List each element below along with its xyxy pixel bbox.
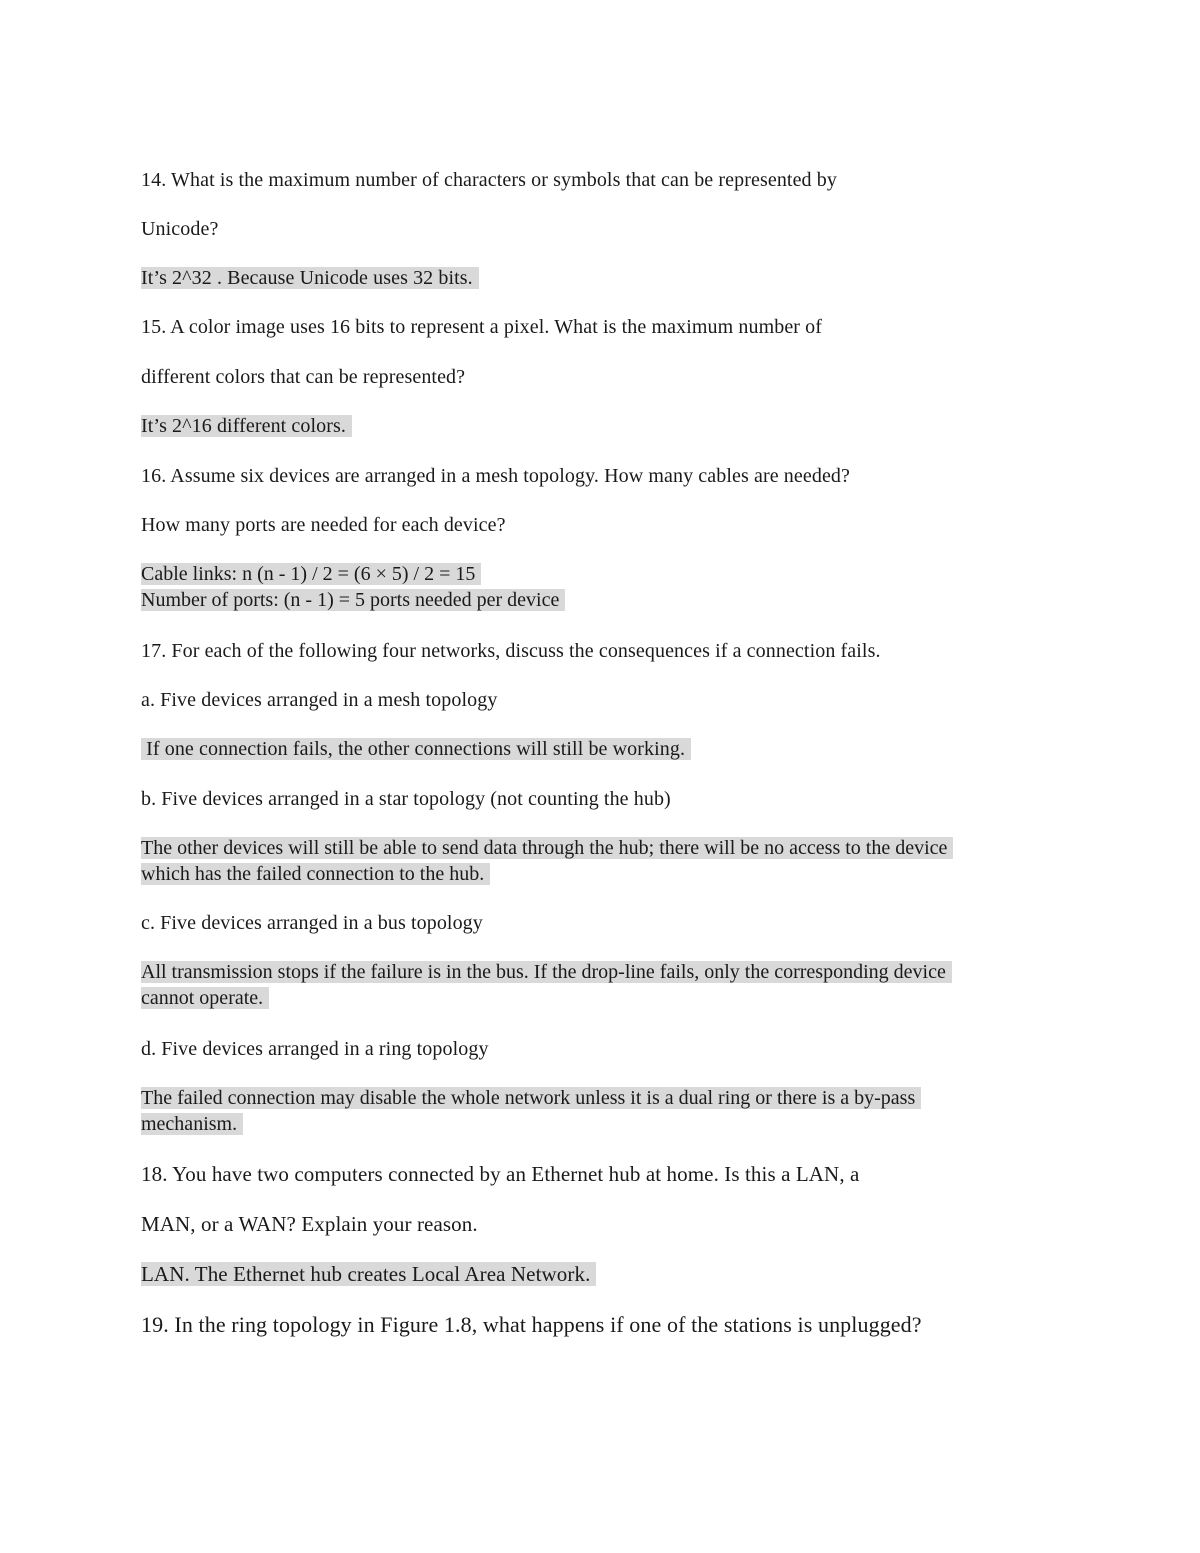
question-17b: b. Five devices arranged in a star topology (not counting the hub) — [141, 788, 671, 810]
question-17c: c. Five devices arranged in a bus topology — [141, 912, 483, 934]
answer-17c-line-2: cannot operate. — [141, 987, 269, 1009]
question-17a: a. Five devices arranged in a mesh topology — [141, 689, 498, 711]
answer-17d-line-1: The failed connection may disable the whole network unless it is a dual ring or there is a by-pass — [141, 1087, 921, 1109]
answer-16-line-2: Number of ports: (n - 1) = 5 ports needed per device — [141, 589, 565, 611]
question-17d: d. Five devices arranged in a ring topology — [141, 1038, 489, 1060]
question-18-line-2: MAN, or a WAN? Explain your reason. — [141, 1212, 478, 1236]
question-18-line-1: 18. You have two computers connected by an Ethernet hub at home. Is this a LAN, a — [141, 1162, 860, 1186]
answer-17b — [141, 835, 953, 887]
answer-18-text: LAN. The Ethernet hub creates Local Area Network. — [141, 1262, 596, 1286]
answer-14-text: It’s 2^32 . Because Unicode uses 32 bits. — [141, 267, 479, 289]
question-16-line-2: How many ports are needed for each device? — [141, 514, 506, 536]
question-14-line-1: 14. What is the maximum number of characters or symbols that can be represented by — [141, 169, 837, 191]
answer-14 — [141, 265, 479, 291]
answer-16-line-1: Cable links: n (n - 1) / 2 = (6 × 5) / 2 = 15 — [141, 563, 481, 585]
answer-17d — [141, 1085, 921, 1137]
answer-17a — [141, 736, 691, 762]
question-17-intro: 17. For each of the following four networks, discuss the consequences if a connection fails. — [141, 640, 881, 662]
answer-17b-line-2: which has the failed connection to the hub. — [141, 863, 490, 885]
answer-17d-line-2: mechanism. — [141, 1113, 243, 1135]
answer-17b-line-1: The other devices will still be able to send data through the hub; there will be no access to the device — [141, 837, 953, 859]
answer-16 — [141, 561, 565, 613]
answer-18 — [141, 1261, 596, 1287]
question-15-line-1: 15. A color image uses 16 bits to represent a pixel. What is the maximum number of — [141, 316, 823, 338]
question-14-line-2: Unicode? — [141, 218, 219, 240]
answer-17a-text: If one connection fails, the other connections will still be working. — [141, 738, 691, 760]
question-16-line-1: 16. Assume six devices are arranged in a mesh topology. How many cables are needed? — [141, 465, 850, 487]
answer-15-text: It’s 2^16 different colors. — [141, 415, 352, 437]
question-15-line-2: different colors that can be represented? — [141, 366, 466, 388]
answer-17c-line-1: All transmission stops if the failure is in the bus. If the drop-line fails, only the corresponding device — [141, 961, 952, 983]
answer-17c — [141, 959, 952, 1011]
answer-15 — [141, 413, 352, 439]
question-19-line-1: 19. In the ring topology in Figure 1.8, what happens if one of the stations is unplugged? — [141, 1312, 922, 1337]
